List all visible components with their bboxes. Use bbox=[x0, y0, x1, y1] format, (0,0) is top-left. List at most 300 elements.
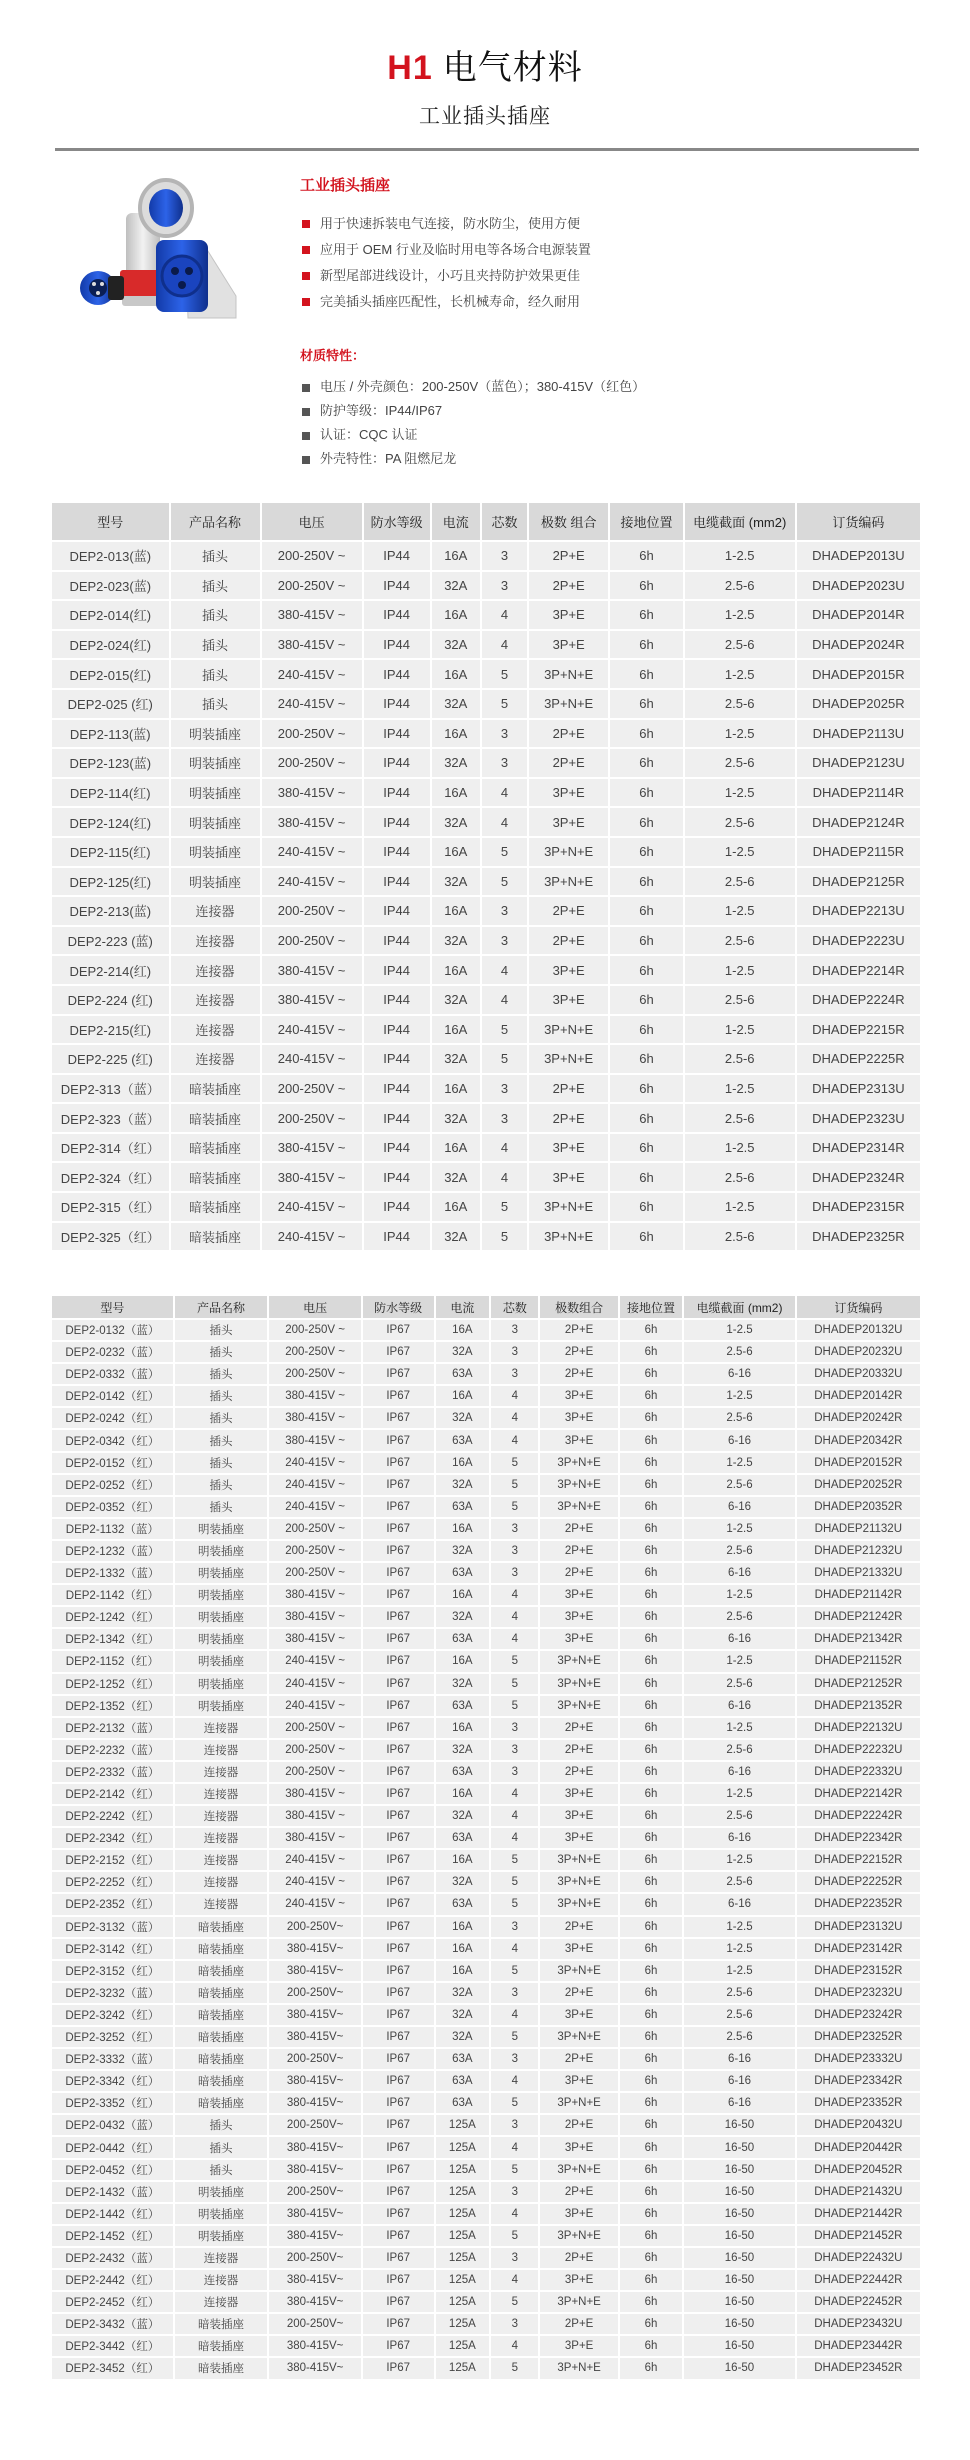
table-row bbox=[52, 986, 920, 1014]
table-cell: 2.5-6 bbox=[684, 1408, 794, 1428]
table-cell: 6h bbox=[620, 1651, 683, 1671]
table-cell: 2P+E bbox=[540, 1563, 617, 1583]
table-cell: 3 bbox=[482, 1075, 527, 1103]
table-cell: 32A bbox=[432, 1045, 480, 1073]
material-list bbox=[300, 375, 920, 471]
table-cell: IP44 bbox=[364, 631, 430, 659]
table-cell: DEP2-123(蓝) bbox=[52, 749, 169, 777]
table-cell: 380-415V ~ bbox=[262, 1134, 362, 1162]
table-cell: 6h bbox=[610, 749, 682, 777]
table-cell: 380-415V~ bbox=[269, 2204, 360, 2224]
table-cell: 6h bbox=[620, 1917, 683, 1937]
table-cell: 16-50 bbox=[684, 2115, 794, 2135]
table-cell: IP67 bbox=[363, 1364, 434, 1384]
table-cell: 连接器 bbox=[175, 1872, 268, 1892]
table-cell: DHADEP2323U bbox=[797, 1104, 920, 1132]
table-cell: 明装插座 bbox=[175, 2226, 268, 2246]
table-cell: 380-415V~ bbox=[269, 2071, 360, 2091]
table-cell: IP67 bbox=[363, 1386, 434, 1406]
table-cell: 暗装插座 bbox=[175, 2071, 268, 2091]
table-cell: 63A bbox=[436, 1364, 490, 1384]
table-row bbox=[52, 1223, 920, 1251]
table-cell: 4 bbox=[482, 956, 527, 984]
table-cell: 3P+N+E bbox=[540, 2027, 617, 2047]
table-cell: DEP2-315（红） bbox=[52, 1193, 169, 1221]
table-cell: DHADEP23332U bbox=[797, 2049, 920, 2069]
table-cell: 125A bbox=[436, 2336, 490, 2356]
table-cell: DHADEP22152R bbox=[797, 1850, 920, 1870]
table-cell: 2.5-6 bbox=[684, 1674, 794, 1694]
table-cell: IP67 bbox=[363, 2248, 434, 2268]
table-cell: 暗装插座 bbox=[171, 1075, 260, 1103]
square-bullet-icon bbox=[302, 220, 310, 228]
table-cell: 200-250V ~ bbox=[269, 1519, 360, 1539]
table-cell: 380-415V ~ bbox=[269, 1806, 360, 1826]
table-cell: DHADEP2113U bbox=[797, 720, 920, 748]
table-cell: 连接器 bbox=[171, 1016, 260, 1044]
table-cell: IP67 bbox=[363, 1828, 434, 1848]
table-cell: 6-16 bbox=[684, 1894, 794, 1914]
table-cell: 16-50 bbox=[684, 2182, 794, 2202]
material-heading: 材质特性： bbox=[300, 348, 366, 363]
table-cell: 6h bbox=[620, 2226, 683, 2246]
table-cell: 明装插座 bbox=[175, 1563, 268, 1583]
table-cell: 32A bbox=[432, 749, 480, 777]
table-row bbox=[52, 779, 920, 807]
table-cell: IP44 bbox=[364, 749, 430, 777]
table-row bbox=[52, 1134, 920, 1162]
table-cell: 6h bbox=[620, 1607, 683, 1627]
table-cell: 6h bbox=[620, 2005, 683, 2025]
table-cell: 32A bbox=[432, 808, 480, 836]
table-cell: 6h bbox=[620, 1696, 683, 1716]
material-item: 防护等级：IP44/IP67 bbox=[300, 399, 920, 423]
table-row bbox=[52, 1894, 920, 1914]
table-cell: 5 bbox=[491, 2358, 538, 2378]
table-cell: 明装插座 bbox=[171, 720, 260, 748]
table-cell: 240-415V ~ bbox=[269, 1674, 360, 1694]
table-cell: 连接器 bbox=[171, 956, 260, 984]
table-cell: DEP2-2332（蓝） bbox=[52, 1762, 173, 1782]
table-cell: 暗装插座 bbox=[175, 1983, 268, 2003]
table-cell: DEP2-3232（蓝） bbox=[52, 1983, 173, 2003]
table-cell: IP67 bbox=[363, 1894, 434, 1914]
table-cell: 240-415V ~ bbox=[269, 1696, 360, 1716]
table-cell: 200-250V ~ bbox=[269, 1541, 360, 1561]
table-cell: IP67 bbox=[363, 2093, 434, 2113]
table-cell: 3P+N+E bbox=[529, 1016, 608, 1044]
table-cell: DEP2-0452（红） bbox=[52, 2160, 173, 2180]
table-cell: 6h bbox=[620, 1674, 683, 1694]
table-cell: 2.5-6 bbox=[685, 1223, 795, 1251]
table-cell: DHADEP20242R bbox=[797, 1408, 920, 1428]
square-bullet-icon bbox=[302, 408, 310, 416]
table-cell: 3 bbox=[482, 927, 527, 955]
table-cell: 2P+E bbox=[540, 1541, 617, 1561]
table-cell: IP67 bbox=[363, 1629, 434, 1649]
table-cell: DEP2-3242（红） bbox=[52, 2005, 173, 2025]
table-cell: DEP2-1242（红） bbox=[52, 1607, 173, 1627]
table-cell: 63A bbox=[436, 2049, 490, 2069]
table-cell: 63A bbox=[436, 1696, 490, 1716]
table-cell: 5 bbox=[491, 2027, 538, 2047]
table-row bbox=[52, 1762, 920, 1782]
table-cell: 32A bbox=[436, 1541, 490, 1561]
table-cell: DEP2-0352（红） bbox=[52, 1497, 173, 1517]
table-cell: 3 bbox=[491, 1762, 538, 1782]
table-cell: DHADEP22342R bbox=[797, 1828, 920, 1848]
table-cell: 6h bbox=[620, 2182, 683, 2202]
table-cell: 3 bbox=[491, 1364, 538, 1384]
table-cell: 3P+E bbox=[540, 2005, 617, 2025]
table-cell: DEP2-3142（红） bbox=[52, 1939, 173, 1959]
table-cell: DEP2-2432（蓝） bbox=[52, 2248, 173, 2268]
table-cell: 3 bbox=[491, 1320, 538, 1340]
table-cell: DHADEP23432U bbox=[797, 2314, 920, 2334]
table-cell: 16-50 bbox=[684, 2204, 794, 2224]
table-cell: IP67 bbox=[363, 1519, 434, 1539]
table-cell: 6h bbox=[620, 2027, 683, 2047]
table-cell: 6h bbox=[620, 1342, 683, 1362]
table-cell: 3P+N+E bbox=[540, 2292, 617, 2312]
table-cell: 2P+E bbox=[540, 2314, 617, 2334]
table-cell: 380-415V ~ bbox=[269, 1386, 360, 1406]
table-cell: 6h bbox=[620, 1784, 683, 1804]
table-cell: DEP2-1152（红） bbox=[52, 1651, 173, 1671]
table-cell: IP67 bbox=[363, 1806, 434, 1826]
table-cell: DEP2-0432（蓝） bbox=[52, 2115, 173, 2135]
table-cell: 380-415V ~ bbox=[262, 956, 362, 984]
table-cell: IP67 bbox=[363, 1674, 434, 1694]
table-cell: 16-50 bbox=[684, 2292, 794, 2312]
table-cell: DHADEP20352R bbox=[797, 1497, 920, 1517]
table-row bbox=[52, 1806, 920, 1826]
table-cell: 3P+E bbox=[529, 1163, 608, 1191]
table-row bbox=[52, 808, 920, 836]
table-cell: DEP2-1452（红） bbox=[52, 2226, 173, 2246]
table-cell: 200-250V ~ bbox=[269, 1563, 360, 1583]
table-cell: IP44 bbox=[364, 1163, 430, 1191]
table-cell: IP67 bbox=[363, 1762, 434, 1782]
table-cell: DHADEP2214R bbox=[797, 956, 920, 984]
table-cell: 380-415V~ bbox=[269, 2160, 360, 2180]
table-cell: DEP2-0132（蓝） bbox=[52, 1320, 173, 1340]
table-cell: 3P+E bbox=[540, 2204, 617, 2224]
table-row bbox=[52, 838, 920, 866]
table-cell: IP67 bbox=[363, 2182, 434, 2202]
table-cell: 暗装插座 bbox=[175, 2049, 268, 2069]
table-cell: 3 bbox=[482, 572, 527, 600]
table-cell: IP67 bbox=[363, 2137, 434, 2157]
table-cell: 200-250V ~ bbox=[269, 1364, 360, 1384]
column-header: 订货编码 bbox=[797, 1296, 920, 1318]
table-cell: 2P+E bbox=[540, 1342, 617, 1362]
table-cell: 连接器 bbox=[175, 1740, 268, 1760]
table-row bbox=[52, 2270, 920, 2290]
table-cell: 200-250V ~ bbox=[269, 1762, 360, 1782]
table-cell: 2.5-6 bbox=[685, 1045, 795, 1073]
table-cell: 200-250V ~ bbox=[269, 1740, 360, 1760]
table-cell: DHADEP23132U bbox=[797, 1917, 920, 1937]
table-cell: 5 bbox=[482, 1045, 527, 1073]
table-cell: 连接器 bbox=[175, 1762, 268, 1782]
table-cell: IP67 bbox=[363, 1718, 434, 1738]
table-cell: 4 bbox=[491, 1629, 538, 1649]
table-cell: 2P+E bbox=[529, 720, 608, 748]
table-cell: 6h bbox=[620, 1629, 683, 1649]
table-cell: 3P+N+E bbox=[540, 1497, 617, 1517]
table-cell: DEP2-224 (红) bbox=[52, 986, 169, 1014]
table-cell: 5 bbox=[491, 1894, 538, 1914]
table-cell: 插头 bbox=[171, 601, 260, 629]
table-cell: 380-415V ~ bbox=[269, 1629, 360, 1649]
table-cell: 6h bbox=[620, 1430, 683, 1450]
table-cell: DHADEP23342R bbox=[797, 2071, 920, 2091]
table-cell: IP44 bbox=[364, 720, 430, 748]
table-cell: 2.5-6 bbox=[684, 1342, 794, 1362]
table-cell: 380-415V ~ bbox=[269, 1430, 360, 1450]
table-cell: 插头 bbox=[175, 1497, 268, 1517]
table-cell: 5 bbox=[491, 1961, 538, 1981]
table-cell: DHADEP22252R bbox=[797, 1872, 920, 1892]
table-cell: 2.5-6 bbox=[684, 1872, 794, 1892]
table-cell: 16-50 bbox=[684, 2160, 794, 2180]
table-cell: 380-415V ~ bbox=[262, 631, 362, 659]
table-cell: 16-50 bbox=[684, 2358, 794, 2378]
table-cell: DEP2-1142（红） bbox=[52, 1585, 173, 1605]
table-cell: 3 bbox=[491, 1983, 538, 2003]
table-cell: 3P+E bbox=[540, 1629, 617, 1649]
table-cell: DEP2-313（蓝） bbox=[52, 1075, 169, 1103]
table-cell: 明装插座 bbox=[175, 2182, 268, 2202]
table-cell: 16A bbox=[436, 1784, 490, 1804]
table-cell: DHADEP2314R bbox=[797, 1134, 920, 1162]
table-cell: 125A bbox=[436, 2182, 490, 2202]
table-cell: 4 bbox=[491, 2137, 538, 2157]
table-cell: 32A bbox=[436, 1342, 490, 1362]
table-cell: 125A bbox=[436, 2292, 490, 2312]
table-cell: 2.5-6 bbox=[685, 1104, 795, 1132]
table-row bbox=[52, 1740, 920, 1760]
square-bullet-icon bbox=[302, 384, 310, 392]
column-header: 电流 bbox=[436, 1296, 490, 1318]
table-cell: 6h bbox=[620, 1850, 683, 1870]
table-cell: 明装插座 bbox=[171, 808, 260, 836]
column-header: 极数 组合 bbox=[529, 503, 608, 540]
table-cell: 6h bbox=[620, 1939, 683, 1959]
square-bullet-icon bbox=[302, 456, 310, 464]
table-cell: 240-415V ~ bbox=[262, 690, 362, 718]
table-cell: DHADEP21432U bbox=[797, 2182, 920, 2202]
table-cell: DHADEP23352R bbox=[797, 2093, 920, 2113]
table-cell: 3 bbox=[491, 1718, 538, 1738]
table-cell: DHADEP20452R bbox=[797, 2160, 920, 2180]
table-cell: 63A bbox=[436, 1629, 490, 1649]
table-cell: 2P+E bbox=[529, 749, 608, 777]
table-cell: 插头 bbox=[175, 1342, 268, 1362]
table-cell: 暗装插座 bbox=[175, 2093, 268, 2113]
table-cell: 5 bbox=[491, 1674, 538, 1694]
table-cell: 6h bbox=[610, 660, 682, 688]
table-cell: 16A bbox=[436, 1718, 490, 1738]
table-cell: 6h bbox=[620, 2248, 683, 2268]
table-cell: 380-415V ~ bbox=[262, 1163, 362, 1191]
table-cell: DEP2-2442（红） bbox=[52, 2270, 173, 2290]
table-cell: DHADEP21132U bbox=[797, 1519, 920, 1539]
table-cell: DHADEP23152R bbox=[797, 1961, 920, 1981]
table-cell: 2.5-6 bbox=[685, 1163, 795, 1191]
table-row bbox=[52, 1651, 920, 1671]
table-row bbox=[52, 1497, 920, 1517]
table-cell: 4 bbox=[482, 808, 527, 836]
table-cell: 3P+N+E bbox=[529, 690, 608, 718]
table-cell: 1-2.5 bbox=[685, 660, 795, 688]
table-row bbox=[52, 1696, 920, 1716]
table-cell: 240-415V ~ bbox=[262, 1223, 362, 1251]
table-cell: 32A bbox=[432, 1163, 480, 1191]
table-cell: DEP2-125(红) bbox=[52, 868, 169, 896]
table-cell: 6h bbox=[610, 631, 682, 659]
table-cell: DEP2-115(红) bbox=[52, 838, 169, 866]
table-row bbox=[52, 1104, 920, 1132]
table-cell: DEP2-223 (蓝) bbox=[52, 927, 169, 955]
table-cell: 2P+E bbox=[540, 2248, 617, 2268]
table-row bbox=[52, 1475, 920, 1495]
table-row bbox=[52, 1939, 920, 1959]
table-cell: 6-16 bbox=[684, 1629, 794, 1649]
table-cell: DEP2-324（红） bbox=[52, 1163, 169, 1191]
table-row bbox=[52, 1585, 920, 1605]
table-cell: DHADEP2213U bbox=[797, 897, 920, 925]
table-cell: 380-415V ~ bbox=[262, 808, 362, 836]
table-row bbox=[52, 1850, 920, 1870]
table-cell: 暗装插座 bbox=[171, 1223, 260, 1251]
table-cell: DHADEP21242R bbox=[797, 1607, 920, 1627]
table-cell: 6h bbox=[620, 1408, 683, 1428]
table-cell: IP44 bbox=[364, 927, 430, 955]
table-cell: 暗装插座 bbox=[175, 1939, 268, 1959]
table-cell: 2.5-6 bbox=[685, 986, 795, 1014]
table-cell: 6h bbox=[620, 1519, 683, 1539]
table-cell: 16A bbox=[436, 1585, 490, 1605]
table-cell: 3P+N+E bbox=[540, 1674, 617, 1694]
table-row bbox=[52, 2226, 920, 2246]
table-cell: 380-415V ~ bbox=[269, 1585, 360, 1605]
table-cell: 3P+N+E bbox=[540, 2226, 617, 2246]
column-header: 芯数 bbox=[482, 503, 527, 540]
table-cell: 5 bbox=[491, 2292, 538, 2312]
table-cell: IP67 bbox=[363, 1850, 434, 1870]
table-cell: 200-250V ~ bbox=[262, 720, 362, 748]
table-cell: IP44 bbox=[364, 572, 430, 600]
table-cell: IP44 bbox=[364, 1193, 430, 1221]
table-cell: 6h bbox=[620, 1762, 683, 1782]
table-cell: 380-415V~ bbox=[269, 2226, 360, 2246]
table-cell: 3P+E bbox=[529, 808, 608, 836]
table-cell: 2P+E bbox=[529, 542, 608, 570]
table-cell: 4 bbox=[482, 631, 527, 659]
table-cell: DHADEP2115R bbox=[797, 838, 920, 866]
table-cell: 4 bbox=[491, 2204, 538, 2224]
table-cell: 240-415V ~ bbox=[262, 1045, 362, 1073]
table-cell: 插头 bbox=[175, 1386, 268, 1406]
table-cell: 240-415V ~ bbox=[262, 1193, 362, 1221]
table-cell: 2P+E bbox=[540, 2182, 617, 2202]
column-header: 芯数 bbox=[491, 1296, 538, 1318]
column-header: 防水等级 bbox=[364, 503, 430, 540]
table-cell: 32A bbox=[432, 1104, 480, 1132]
table-cell: 连接器 bbox=[175, 1784, 268, 1804]
table-cell: DHADEP23242R bbox=[797, 2005, 920, 2025]
table-cell: 5 bbox=[491, 1497, 538, 1517]
table-cell: DEP2-025 (红) bbox=[52, 690, 169, 718]
table-cell: 3P+N+E bbox=[529, 1223, 608, 1251]
table-cell: 63A bbox=[436, 2093, 490, 2113]
table-cell: 2.5-6 bbox=[685, 631, 795, 659]
table-cell: 2.5-6 bbox=[685, 927, 795, 955]
table-cell: 6h bbox=[620, 2204, 683, 2224]
table-cell: IP44 bbox=[364, 956, 430, 984]
table-cell: DEP2-114(红) bbox=[52, 779, 169, 807]
table-cell: 3 bbox=[491, 2182, 538, 2202]
table-cell: DHADEP2025R bbox=[797, 690, 920, 718]
table-cell: DEP2-2232（蓝） bbox=[52, 1740, 173, 1760]
table-cell: 3P+E bbox=[529, 1134, 608, 1162]
table-cell: 插头 bbox=[175, 2137, 268, 2157]
table-cell: 3P+N+E bbox=[540, 2358, 617, 2378]
table-cell: DHADEP21152R bbox=[797, 1651, 920, 1671]
table-cell: DHADEP20232U bbox=[797, 1342, 920, 1362]
table-cell: IP67 bbox=[363, 2005, 434, 2025]
table-cell: 16A bbox=[436, 1386, 490, 1406]
table-cell: IP44 bbox=[364, 1075, 430, 1103]
table-cell: IP44 bbox=[364, 1045, 430, 1073]
table-row bbox=[52, 1408, 920, 1428]
table-cell: 6h bbox=[620, 1806, 683, 1826]
table-cell: 6h bbox=[610, 868, 682, 896]
table-cell: IP67 bbox=[363, 1961, 434, 1981]
table-cell: 明装插座 bbox=[175, 1674, 268, 1694]
table-cell: 16A bbox=[432, 1134, 480, 1162]
column-header: 产品名称 bbox=[171, 503, 260, 540]
table-cell: 3P+N+E bbox=[529, 868, 608, 896]
table-cell: DEP2-014(红) bbox=[52, 601, 169, 629]
table-row bbox=[52, 1784, 920, 1804]
table-cell: 2P+E bbox=[540, 1364, 617, 1384]
table-cell: 3 bbox=[491, 1342, 538, 1362]
table-row bbox=[52, 897, 920, 925]
table-cell: 6h bbox=[620, 2336, 683, 2356]
table-cell: IP67 bbox=[363, 2115, 434, 2135]
table-cell: DEP2-213(蓝) bbox=[52, 897, 169, 925]
table-row bbox=[52, 1563, 920, 1583]
table-cell: 16-50 bbox=[684, 2336, 794, 2356]
table-row bbox=[52, 2292, 920, 2312]
table-cell: DEP2-015(红) bbox=[52, 660, 169, 688]
table-cell: IP67 bbox=[363, 2336, 434, 2356]
table-cell: 16A bbox=[432, 1075, 480, 1103]
table-cell: 380-415V~ bbox=[269, 2027, 360, 2047]
table-cell: DEP2-215(红) bbox=[52, 1016, 169, 1044]
table-cell: DHADEP21352R bbox=[797, 1696, 920, 1716]
table-cell: 暗装插座 bbox=[175, 2336, 268, 2356]
feature-item: 新型尾部进线设计，小巧且夹持防护效果更佳 bbox=[300, 263, 920, 289]
header-divider bbox=[55, 148, 919, 151]
table-cell: DHADEP21442R bbox=[797, 2204, 920, 2224]
table-cell: IP44 bbox=[364, 1134, 430, 1162]
table-cell: IP67 bbox=[363, 1939, 434, 1959]
table-cell: 2P+E bbox=[529, 572, 608, 600]
